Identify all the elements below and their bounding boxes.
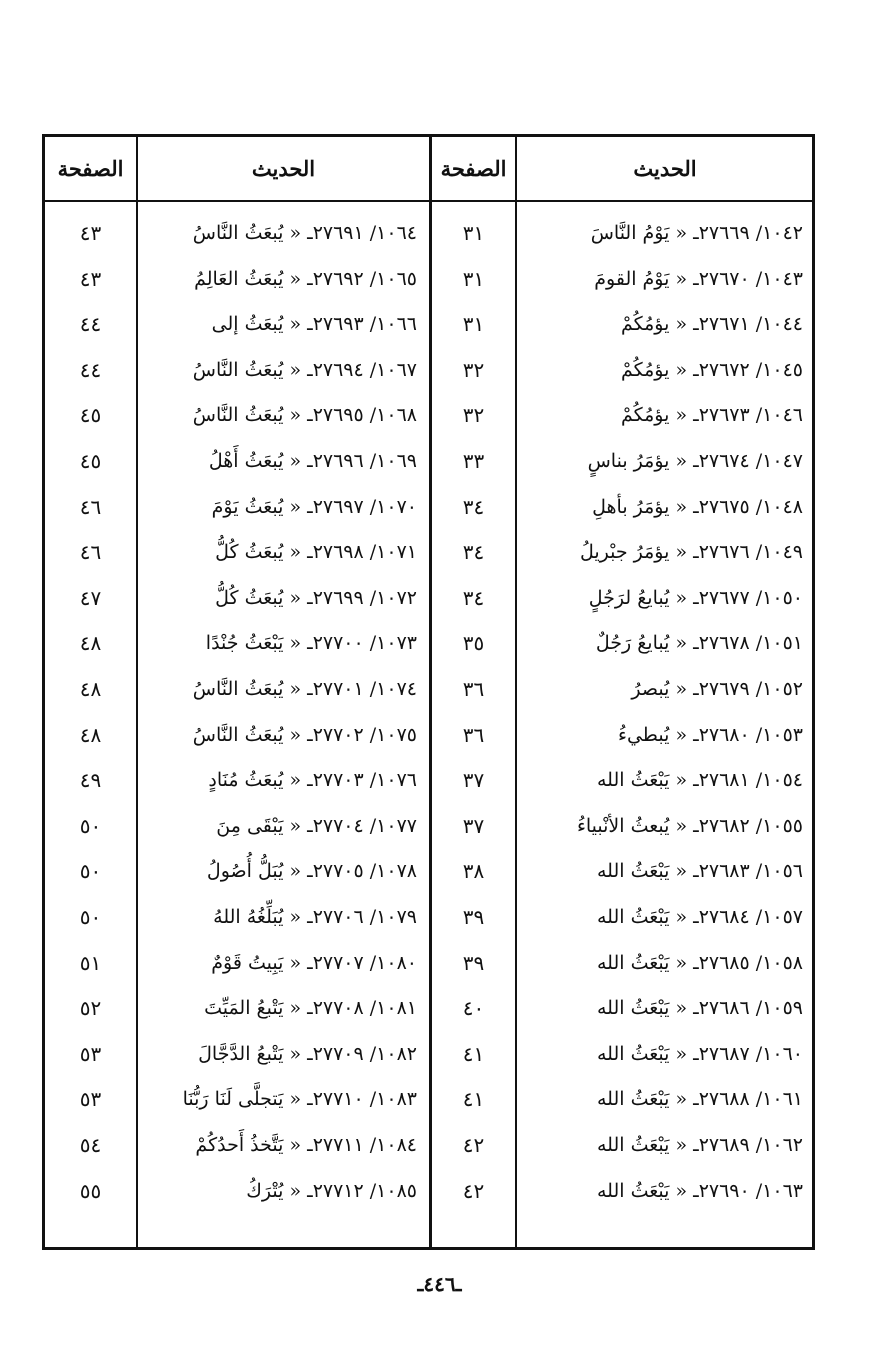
page-ref: ٥٥ xyxy=(79,1178,102,1203)
hadith-entry: ١٠٥٠/ ٢٧٦٧٧ـ « يُبايعُ لرَجُلٍ xyxy=(588,586,803,609)
hadith-entry: ١٠٨١/ ٢٧٧٠٨ـ « يَتْبعُ المَيِّتَ xyxy=(204,997,417,1020)
page-ref: ٥٣ xyxy=(79,1041,102,1066)
header-page-right: الصفحة xyxy=(440,156,507,181)
hadith-entry: ١٠٥٧/ ٢٧٦٨٤ـ « يَبْعَثُ الله xyxy=(596,906,803,928)
page-ref: ٣٣ xyxy=(462,449,485,473)
page-ref: ٣٥ xyxy=(462,631,485,656)
page-ref: ٣٤ xyxy=(462,585,485,610)
page-ref: ٤٠ xyxy=(462,996,485,1021)
page-ref: ٣١ xyxy=(462,266,485,291)
page-ref: ٣٩ xyxy=(462,905,485,929)
page-ref: ٣٦ xyxy=(462,677,485,701)
page-ref: ٥٢ xyxy=(79,996,102,1021)
hadith-entry: ١٠٦٩/ ٢٧٦٩٦ـ « يُبعَثُ أَهْلُ xyxy=(208,450,417,472)
page-ref: ٤٢ xyxy=(462,1133,485,1157)
index-table xyxy=(42,134,815,1250)
hadith-entry: ١٠٥٥/ ٢٧٦٨٢ـ « يُبعثُ الأنْبياءُ xyxy=(576,814,803,837)
page-ref: ٣٤ xyxy=(462,494,485,519)
hadith-entry: ١٠٥٤/ ٢٧٦٨١ـ « يَبْعَثُ الله xyxy=(596,769,803,792)
header-page-left: الصفحة xyxy=(57,156,124,181)
hadith-entry: ١٠٧٣/ ٢٧٧٠٠ـ « يَبْعَثُ جُنْدًا xyxy=(205,632,417,655)
hadith-entry: ١٠٦٤/ ٢٧٦٩١ـ « يُبعَثُ النَّاسُ xyxy=(192,222,417,244)
page-ref: ٥٠ xyxy=(79,905,102,929)
hadith-entry: ١٠٤٩/ ٢٧٦٧٦ـ « يؤمَرُ جبْريلُ xyxy=(579,541,803,564)
hadith-entry: ١٠٨٤/ ٢٧٧١١ـ « يَتَّخذُ أَحدُكُمْ xyxy=(195,1134,417,1156)
hadith-entry: ١٠٦٥/ ٢٧٦٩٢ـ « يُبعَثُ العَالِمُ xyxy=(194,267,417,290)
page-ref: ٤٩ xyxy=(79,768,102,793)
hadith-entry: ١٠٧٩/ ٢٧٧٠٦ـ « يُبَلِّغُهُ اللهُ xyxy=(213,906,417,928)
hadith-entry: ١٠٦٠/ ٢٧٦٨٧ـ « يَبْعَثُ الله xyxy=(596,1042,803,1065)
page-ref: ٣٢ xyxy=(462,357,485,382)
page-ref: ٤٤ xyxy=(79,312,102,337)
page-ref: ٣٨ xyxy=(462,859,485,884)
page-ref: ٤٨ xyxy=(79,677,102,701)
page-ref: ٤٤ xyxy=(79,357,102,382)
hadith-entry: ١٠٨٣/ ٢٧٧١٠ـ « يَتجلَّى لَنَا رَبُّنَا xyxy=(182,1088,417,1111)
hadith-entry: ١٠٤٤/ ٢٧٦٧١ـ « يؤمُكُمْ xyxy=(620,313,803,336)
page-ref: ٣٢ xyxy=(462,403,485,428)
page-ref: ٤١ xyxy=(462,1087,485,1112)
hadith-entry: ١٠٤٥/ ٢٧٦٧٢ـ « يؤمُكُمْ xyxy=(620,358,803,381)
page-ref: ٤٦ xyxy=(79,494,102,519)
hadith-entry: ١٠٥١/ ٢٧٦٧٨ـ « يُبايعُ رَجُلٌ xyxy=(595,632,803,655)
page-ref: ٤١ xyxy=(462,1041,485,1066)
hadith-entry: ١٠٨٠/ ٢٧٧٠٧ـ « يَبِيتُ قَوْمٌ xyxy=(211,951,417,974)
header-hadith-left: الحديث xyxy=(251,156,316,181)
page-ref: ٤٣ xyxy=(79,221,102,245)
hadith-entry: ١٠٧٨/ ٢٧٧٠٥ـ « يُبَلُّ أُصُولُ xyxy=(206,860,417,883)
hadith-entry: ١٠٦٦/ ٢٧٦٩٣ـ « يُبعَثُ إلى xyxy=(211,313,417,336)
page-ref: ٣١ xyxy=(462,221,485,245)
hadith-entry: ١٠٥٨/ ٢٧٦٨٥ـ « يَبْعَثُ الله xyxy=(596,951,803,974)
page-ref: ٤٥ xyxy=(79,449,102,473)
page-ref: ٤٢ xyxy=(462,1178,485,1203)
hadith-entry: ١٠٧١/ ٢٧٦٩٨ـ « يُبعَثُ كُلُّ xyxy=(215,541,417,564)
hadith-entry: ١٠٧٢/ ٢٧٦٩٩ـ « يُبعَثُ كُلُّ xyxy=(215,586,417,609)
hadith-entry: ١٠٥٩/ ٢٧٦٨٦ـ « يَبْعَثُ الله xyxy=(596,997,803,1020)
hadith-entry: ١٠٦١/ ٢٧٦٨٨ـ « يَبْعَثُ الله xyxy=(596,1088,803,1111)
page-ref: ٥٣ xyxy=(79,1087,102,1112)
page-ref: ٣٧ xyxy=(462,768,485,793)
hadith-entry: ١٠٤٢/ ٢٧٦٦٩ـ « يَوْمُ النَّاسَ xyxy=(590,222,803,244)
header-hadith-right: الحديث xyxy=(633,156,697,181)
hadith-entry: ١٠٧٧/ ٢٧٧٠٤ـ « يَبْقَى مِنَ xyxy=(216,814,417,837)
hadith-entry: ١٠٤٦/ ٢٧٦٧٣ـ « يؤمُكُمْ xyxy=(620,404,803,427)
hadith-entry: ١٠٧٤/ ٢٧٧٠١ـ « يُبعَثُ النَّاسُ xyxy=(192,678,417,700)
hadith-entry: ١٠٧٦/ ٢٧٧٠٣ـ « يُبعَثُ مُنَادٍ xyxy=(208,769,417,792)
page-ref: ٣٦ xyxy=(462,722,485,747)
hadith-entry: ١٠٨٢/ ٢٧٧٠٩ـ « يَتْبعُ الدَّجَّالَ xyxy=(198,1042,417,1065)
hadith-entry: ١٠٤٣/ ٢٧٦٧٠ـ « يَوْمُ القومَ xyxy=(594,267,803,290)
hadith-entry: ١٠٥٦/ ٢٧٦٨٣ـ « يَبْعَثُ الله xyxy=(596,860,803,883)
hadith-entry: ١٠٤٨/ ٢٧٦٧٥ـ « يؤمَرُ بأهلِ xyxy=(592,495,803,518)
hadith-entry: ١٠٥٢/ ٢٧٦٧٩ـ « يُبصرُ xyxy=(631,678,803,700)
page-ref: ٤٨ xyxy=(79,631,102,656)
page-number: ـ٤٤٦ـ xyxy=(417,1272,462,1296)
hadith-entry: ١٠٧٥/ ٢٧٧٠٢ـ « يُبعَثُ النَّاسُ xyxy=(192,723,417,746)
page-ref: ٣١ xyxy=(462,312,485,337)
hadith-entry: ١٠٦٢/ ٢٧٦٨٩ـ « يَبْعَثُ الله xyxy=(596,1134,803,1156)
page-ref: ٣٩ xyxy=(462,950,485,975)
page-ref: ٤٣ xyxy=(79,266,102,291)
hadith-entry: ١٠٦٨/ ٢٧٦٩٥ـ « يُبعَثُ النَّاسُ xyxy=(192,404,417,427)
page-ref: ٥٠ xyxy=(79,813,102,838)
hadith-entry: ١٠٦٣/ ٢٧٦٩٠ـ « يَبْعَثُ الله xyxy=(596,1179,803,1202)
page-ref: ٤٦ xyxy=(79,540,102,565)
page-ref: ٣٧ xyxy=(462,813,485,838)
hadith-entry: ١٠٥٣/ ٢٧٦٨٠ـ « يُبطيءُ xyxy=(618,723,803,746)
page-ref: ٤٧ xyxy=(79,585,102,610)
page-ref: ٤٨ xyxy=(79,722,102,747)
hadith-entry: ١٠٨٥/ ٢٧٧١٢ـ « يُتْرَكُ xyxy=(246,1179,417,1202)
page-ref: ٥٠ xyxy=(79,859,102,884)
page-ref: ٥١ xyxy=(79,950,102,975)
hadith-entry: ١٠٦٧/ ٢٧٦٩٤ـ « يُبعَثُ النَّاسُ xyxy=(192,358,417,381)
page-ref: ٣٤ xyxy=(462,540,485,565)
hadith-entry: ١٠٤٧/ ٢٧٦٧٤ـ « يؤمَرُ بناسٍ xyxy=(587,450,803,472)
page-ref: ٤٥ xyxy=(79,403,102,428)
hadith-entry: ١٠٧٠/ ٢٧٦٩٧ـ « يُبعَثُ يَوْمَ xyxy=(211,495,417,518)
page-ref: ٥٤ xyxy=(79,1133,102,1157)
